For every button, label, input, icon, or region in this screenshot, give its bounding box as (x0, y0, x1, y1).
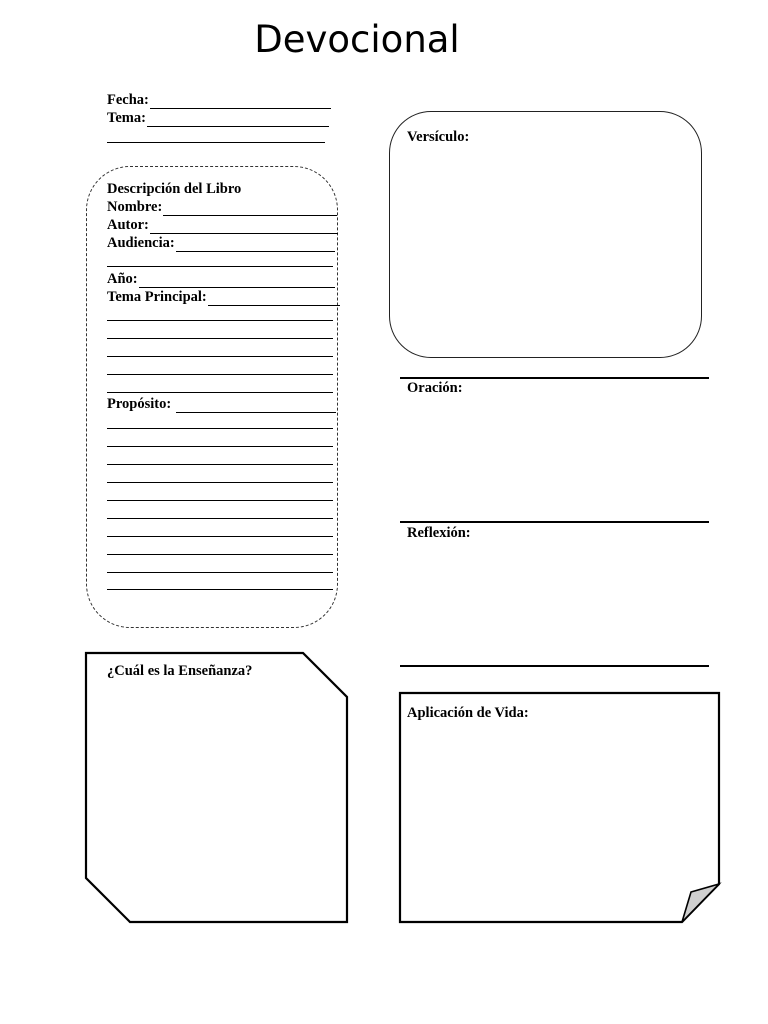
autor-label: Autor: (107, 217, 149, 233)
tema-label: Tema: (107, 110, 146, 126)
audiencia-label: Audiencia: (107, 235, 175, 251)
book-heading: Descripción del Libro (107, 181, 242, 197)
aplicacion-label: Aplicación de Vida: (407, 705, 529, 721)
nombre-label: Nombre: (107, 199, 163, 215)
versiculo-label: Versículo: (407, 129, 470, 145)
ensenanza-label: ¿Cuál es la Enseñanza? (107, 663, 253, 679)
proposito-label: Propósito: (107, 396, 172, 412)
fecha-label: Fecha: (107, 92, 149, 108)
page-title: Devocional (254, 18, 460, 61)
oracion-label: Oración: (407, 380, 463, 396)
tema-principal-label: Tema Principal: (107, 289, 207, 305)
ano-label: Año: (107, 271, 138, 287)
reflexion-label: Reflexión: (407, 525, 471, 541)
